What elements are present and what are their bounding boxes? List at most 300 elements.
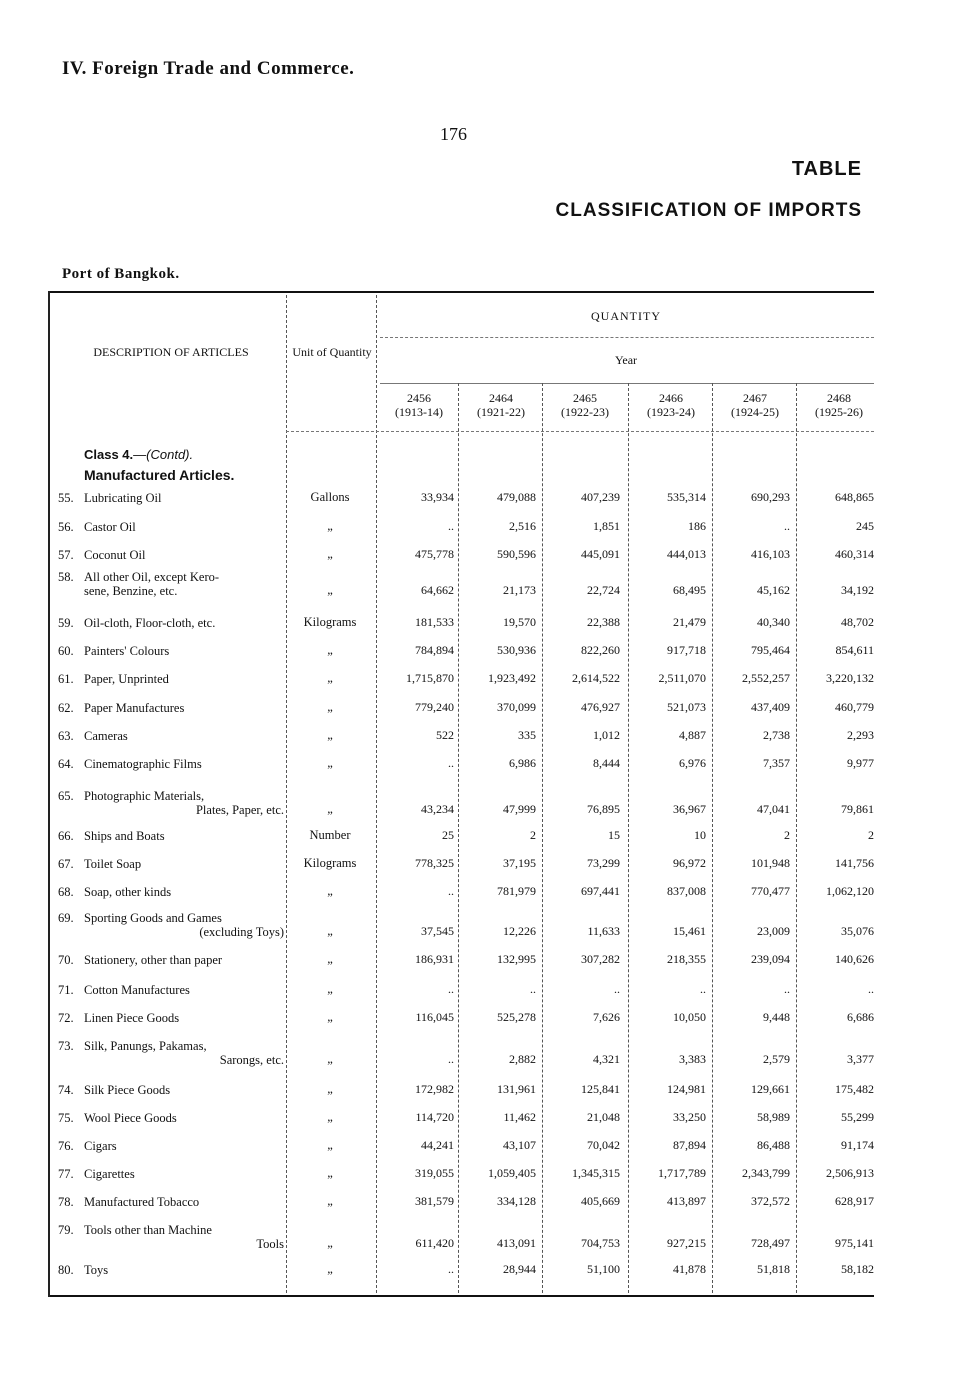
row-value: 3,220,132	[826, 671, 874, 685]
table-row	[48, 1073, 874, 1101]
row-value: 10	[694, 828, 706, 842]
row-value: 51,818	[757, 1262, 790, 1276]
row-value: 475,778	[415, 547, 454, 561]
row-description-line: Linen Piece Goods	[84, 1011, 180, 1025]
row-unit: „	[327, 671, 333, 685]
row-value: 917,718	[667, 643, 706, 657]
row-number: 62.	[58, 701, 74, 715]
row-number: 69.	[58, 911, 74, 925]
row-value: 141,756	[835, 856, 874, 870]
row-value: 131,961	[497, 1082, 536, 1096]
table-bottom-rule	[48, 1295, 874, 1297]
row-value: ..	[868, 982, 874, 996]
row-value: 6,986	[509, 756, 536, 770]
row-value: 3,383	[679, 1052, 706, 1066]
row-unit: „	[327, 952, 333, 966]
row-value: 79,861	[841, 802, 874, 816]
row-description	[58, 1167, 288, 1181]
row-value: 55,299	[841, 1110, 874, 1124]
row-value: ..	[448, 1052, 454, 1066]
table-row	[48, 538, 874, 566]
header-bottom-rule	[286, 431, 874, 432]
row-value: 48,702	[841, 615, 874, 629]
row-unit: „	[327, 547, 333, 561]
row-unit: Number	[309, 828, 351, 842]
year-be: 2464	[489, 391, 513, 405]
row-number: 70.	[58, 953, 74, 967]
row-value: 245	[856, 519, 874, 533]
table-row	[48, 847, 874, 875]
row-value: 2,293	[847, 728, 874, 742]
row-value: 2,343,799	[742, 1166, 790, 1180]
row-description-line: All other Oil, except Kero-	[84, 570, 220, 584]
row-value: 125,841	[581, 1082, 620, 1096]
row-description-line: Cotton Manufactures	[84, 983, 190, 997]
year-be: 2465	[573, 391, 597, 405]
row-value: 70,042	[587, 1138, 620, 1152]
table-row	[48, 747, 874, 775]
row-value: 476,927	[581, 700, 620, 714]
row-description	[58, 644, 288, 658]
year-be: 2467	[743, 391, 767, 405]
row-value: 611,420	[415, 1236, 454, 1250]
row-description-line: (excluding Toys)	[199, 925, 284, 939]
row-description	[58, 570, 288, 598]
row-value: 334,128	[497, 1194, 536, 1208]
row-number: 75.	[58, 1111, 74, 1125]
year-ce: (1913-14)	[395, 405, 443, 419]
row-description	[58, 672, 288, 686]
row-value: 8,444	[593, 756, 620, 770]
row-value: 319,055	[415, 1166, 454, 1180]
row-value: 10,050	[673, 1010, 706, 1024]
row-value: 124,981	[667, 1082, 706, 1096]
class-subtitle: Manufactured Articles.	[84, 467, 235, 483]
row-unit: „	[327, 1082, 333, 1096]
row-value: 15	[608, 828, 620, 842]
year-ce: (1924-25)	[731, 405, 779, 419]
row-value: 1,715,870	[406, 671, 454, 685]
row-value: 114,720	[415, 1110, 454, 1124]
row-value: 779,240	[415, 700, 454, 714]
row-value: 2	[784, 828, 790, 842]
row-value: 2,516	[509, 519, 536, 533]
row-value: 1,012	[593, 728, 620, 742]
year-column-divider	[628, 383, 629, 1293]
row-value: 1,923,492	[488, 671, 536, 685]
row-description	[58, 1083, 288, 1097]
row-value: 1,851	[593, 519, 620, 533]
row-value: 535,314	[667, 490, 706, 504]
row-unit: Gallons	[310, 490, 350, 504]
row-number: 65.	[58, 789, 74, 803]
row-value: 91,174	[841, 1138, 874, 1152]
year-column-divider	[542, 383, 543, 1293]
row-value: 186	[688, 519, 706, 533]
row-value: 2,738	[763, 728, 790, 742]
table-row	[48, 1185, 874, 1213]
row-value: 2,614,522	[572, 671, 620, 685]
page-number: 176	[440, 124, 467, 144]
row-number: 61.	[58, 672, 74, 686]
row-value: 11,633	[587, 924, 620, 938]
row-unit: „	[327, 1052, 333, 1066]
row-number: 64.	[58, 757, 74, 771]
row-number: 58.	[58, 570, 74, 584]
row-value: 40,340	[757, 615, 790, 629]
row-value: 413,897	[667, 1194, 706, 1208]
row-value: 21,048	[587, 1110, 620, 1124]
year-column-header	[798, 391, 880, 419]
row-value: 822,260	[581, 643, 620, 657]
row-value: 172,982	[415, 1082, 454, 1096]
year-be: 2466	[659, 391, 683, 405]
row-value: 21,173	[503, 583, 536, 597]
row-description	[58, 1263, 288, 1277]
row-description-line: Silk Piece Goods	[84, 1083, 171, 1097]
row-value: 58,989	[757, 1110, 790, 1124]
row-value: 437,409	[751, 700, 790, 714]
row-value: ..	[700, 982, 706, 996]
row-value: 1,345,315	[572, 1166, 620, 1180]
row-number: 80.	[58, 1263, 74, 1277]
row-value: 2,552,257	[742, 671, 790, 685]
row-description-line: Oil-cloth, Floor-cloth, etc.	[84, 616, 216, 630]
row-number: 59.	[58, 616, 74, 630]
row-description-line: Tools other than Machine	[84, 1223, 212, 1237]
row-unit: „	[327, 1194, 333, 1208]
year-column-header	[460, 391, 542, 419]
year-ce: (1921-22)	[477, 405, 525, 419]
row-value: ..	[784, 982, 790, 996]
row-description-line: Toys	[84, 1263, 109, 1277]
year-column-divider	[458, 383, 459, 1293]
row-unit: „	[327, 1138, 333, 1152]
row-number: 66.	[58, 829, 74, 843]
row-value: 64,662	[421, 583, 454, 597]
row-unit: „	[327, 802, 333, 816]
row-description	[58, 1139, 288, 1153]
row-number: 57.	[58, 548, 74, 562]
row-value: ..	[448, 982, 454, 996]
row-value: 479,088	[497, 490, 536, 504]
row-value: ..	[530, 982, 536, 996]
row-value: 23,009	[757, 924, 790, 938]
section-title: IV. Foreign Trade and Commerce.	[62, 58, 355, 79]
row-value: 58,182	[841, 1262, 874, 1276]
unit-header: Unit of Quantity	[292, 345, 372, 359]
row-value: 51,100	[587, 1262, 620, 1276]
year-column-header	[544, 391, 626, 419]
row-description	[58, 1011, 288, 1025]
row-description-line: sene, Benzine, etc.	[84, 584, 178, 598]
table-row	[48, 606, 874, 634]
row-value: 2,579	[763, 1052, 790, 1066]
row-value: 445,091	[581, 547, 620, 561]
row-description	[58, 520, 288, 534]
row-number: 67.	[58, 857, 74, 871]
row-value: ..	[448, 1262, 454, 1276]
row-value: 181,533	[415, 615, 454, 629]
row-number: 68.	[58, 885, 74, 899]
row-description	[58, 1195, 288, 1209]
row-value: 2,882	[509, 1052, 536, 1066]
row-number: 71.	[58, 983, 74, 997]
year-column-header	[630, 391, 712, 419]
quantity-rule	[380, 337, 874, 338]
row-value: 96,972	[673, 856, 706, 870]
row-value: 460,314	[835, 547, 874, 561]
row-value: 47,999	[503, 802, 536, 816]
row-value: 648,865	[835, 490, 874, 504]
row-description	[58, 1111, 288, 1125]
description-header: DESCRIPTION OF ARTICLES	[93, 345, 249, 359]
row-number: 56.	[58, 520, 74, 534]
row-description-line: Silk, Panungs, Pakamas,	[84, 1039, 207, 1053]
row-value: 628,917	[835, 1194, 874, 1208]
row-value: 405,669	[581, 1194, 620, 1208]
row-value: 1,062,120	[826, 884, 874, 898]
row-description-line: Wool Piece Goods	[84, 1111, 177, 1125]
table-row	[48, 634, 874, 662]
row-value: 37,195	[503, 856, 536, 870]
row-value: 218,355	[667, 952, 706, 966]
row-unit: „	[327, 1110, 333, 1124]
row-value: 413,091	[497, 1236, 536, 1250]
row-value: 6,976	[679, 756, 706, 770]
row-value: 43,107	[503, 1138, 536, 1152]
row-description-line: Cinematographic Films	[84, 757, 202, 771]
row-value: 697,441	[581, 884, 620, 898]
row-value: 530,936	[497, 643, 536, 657]
row-value: ..	[614, 982, 620, 996]
row-value: 307,282	[581, 952, 620, 966]
row-description	[58, 911, 288, 939]
row-value: 9,448	[763, 1010, 790, 1024]
quantity-header: QUANTITY	[591, 309, 661, 323]
row-value: 522	[436, 728, 454, 742]
row-value: 175,482	[835, 1082, 874, 1096]
year-ce: (1922-23)	[561, 405, 609, 419]
table-row	[48, 691, 874, 719]
row-value: 129,661	[751, 1082, 790, 1096]
row-number: 63.	[58, 729, 74, 743]
row-description	[58, 757, 288, 771]
row-description	[58, 1039, 288, 1067]
row-description-line: Coconut Oil	[84, 548, 146, 562]
row-number: 55.	[58, 491, 74, 505]
table-row	[48, 1039, 874, 1071]
table-row	[48, 662, 874, 690]
row-value: 34,192	[841, 583, 874, 597]
row-description-line: Sporting Goods and Games	[84, 911, 222, 925]
row-unit: „	[327, 884, 333, 898]
row-unit: Kilograms	[303, 856, 357, 870]
row-value: 86,488	[757, 1138, 790, 1152]
row-value: 4,321	[593, 1052, 620, 1066]
row-description-line: Toilet Soap	[84, 857, 142, 871]
row-value: 927,215	[667, 1236, 706, 1250]
row-number: 72.	[58, 1011, 74, 1025]
row-value: 335	[518, 728, 536, 742]
row-value: 186,931	[415, 952, 454, 966]
row-value: 239,094	[751, 952, 790, 966]
row-unit: „	[327, 583, 333, 597]
row-unit: „	[327, 924, 333, 938]
row-value: 704,753	[581, 1236, 620, 1250]
row-value: 590,596	[497, 547, 536, 561]
row-value: 784,894	[415, 643, 454, 657]
year-column-header	[714, 391, 796, 419]
table-row	[48, 1223, 874, 1255]
row-value: 521,073	[667, 700, 706, 714]
row-description	[58, 548, 288, 562]
row-description	[58, 729, 288, 743]
row-value: 781,979	[497, 884, 536, 898]
row-description-line: Photographic Materials,	[84, 789, 205, 803]
row-value: 76,895	[587, 802, 620, 816]
row-value: 35,076	[841, 924, 874, 938]
row-description	[58, 1223, 288, 1251]
row-description	[58, 885, 288, 899]
table-row	[48, 719, 874, 747]
row-number: 74.	[58, 1083, 74, 1097]
row-description-line: Painters' Colours	[84, 644, 170, 658]
row-description	[58, 857, 288, 871]
row-value: 2	[530, 828, 536, 842]
row-description-line: Stationery, other than paper	[84, 953, 223, 967]
row-value: 690,293	[751, 490, 790, 504]
class-heading	[84, 447, 193, 462]
row-description-line: Paper Manufactures	[84, 701, 185, 715]
row-value: 444,013	[667, 547, 706, 561]
row-description-line: Sarongs, etc.	[219, 1053, 284, 1067]
row-value: 28,944	[503, 1262, 536, 1276]
row-value: ..	[448, 519, 454, 533]
table-top-rule	[48, 291, 874, 293]
row-value: 525,278	[497, 1010, 536, 1024]
row-unit: „	[327, 1010, 333, 1024]
row-description	[58, 616, 288, 630]
row-unit: „	[327, 1236, 333, 1250]
row-value: 22,724	[587, 583, 620, 597]
table-row	[48, 1253, 874, 1281]
table-row	[48, 1001, 874, 1029]
row-description-line: Lubricating Oil	[84, 491, 162, 505]
class-label: Class 4.	[84, 447, 134, 462]
row-value: 381,579	[415, 1194, 454, 1208]
row-value: 12,226	[503, 924, 536, 938]
row-value: 7,626	[593, 1010, 620, 1024]
row-description-line: Cigarettes	[84, 1167, 135, 1181]
row-description-line: Soap, other kinds	[84, 885, 172, 899]
row-value: 44,241	[421, 1138, 454, 1152]
row-unit: „	[327, 982, 333, 996]
row-value: 140,626	[835, 952, 874, 966]
row-description-line: Plates, Paper, etc.	[195, 803, 284, 817]
row-value: 19,570	[503, 615, 536, 629]
table-row	[48, 943, 874, 971]
row-value: 407,239	[581, 490, 620, 504]
table-row	[48, 911, 874, 943]
row-value: 975,141	[835, 1236, 874, 1250]
row-description-line: Paper, Unprinted	[84, 672, 169, 686]
row-value: 33,934	[421, 490, 454, 504]
row-value: 460,779	[835, 700, 874, 714]
row-description	[58, 701, 288, 715]
row-description	[58, 789, 288, 817]
year-column-header	[378, 391, 460, 419]
row-value: 416,103	[751, 547, 790, 561]
row-value: 778,325	[415, 856, 454, 870]
row-value: 87,894	[673, 1138, 706, 1152]
row-description	[58, 983, 288, 997]
port-label: Port of Bangkok.	[62, 266, 180, 282]
row-value: 25	[442, 828, 454, 842]
row-value: 43,234	[421, 802, 454, 816]
table-row	[48, 973, 874, 1001]
table-row	[48, 789, 874, 821]
row-value: 3,377	[847, 1052, 874, 1066]
row-value: 37,545	[421, 924, 454, 938]
row-description-line: Cigars	[84, 1139, 117, 1153]
row-value: 2,506,913	[826, 1166, 874, 1180]
row-value: 73,299	[587, 856, 620, 870]
row-unit: „	[327, 643, 333, 657]
row-number: 73.	[58, 1039, 74, 1053]
row-value: 45,162	[757, 583, 790, 597]
row-unit: „	[327, 728, 333, 742]
row-value: 2	[868, 828, 874, 842]
row-value: 21,479	[673, 615, 706, 629]
table-label: TABLE	[791, 158, 862, 180]
row-description	[58, 953, 288, 967]
row-description-line: Tools	[256, 1237, 284, 1251]
row-value: ..	[784, 519, 790, 533]
table-title: CLASSIFICATION OF IMPORTS	[555, 200, 862, 221]
row-value: 2,511,070	[658, 671, 706, 685]
year-column-divider	[712, 383, 713, 1293]
year-be: 2456	[407, 391, 431, 405]
row-value: 116,045	[415, 1010, 454, 1024]
row-value: 795,464	[751, 643, 790, 657]
row-unit: „	[327, 1166, 333, 1180]
row-value: 101,948	[751, 856, 790, 870]
row-value: 370,099	[497, 700, 536, 714]
row-description-line: Cameras	[84, 729, 128, 743]
row-description-line: Manufactured Tobacco	[84, 1195, 200, 1209]
row-value: 4,887	[679, 728, 706, 742]
row-value: 22,388	[587, 615, 620, 629]
row-value: 770,477	[751, 884, 790, 898]
row-value: 41,878	[673, 1262, 706, 1276]
year-column-divider	[796, 383, 797, 1293]
row-number: 78.	[58, 1195, 74, 1209]
row-value: 6,686	[847, 1010, 874, 1024]
row-value: 837,008	[667, 884, 706, 898]
row-value: 1,717,789	[658, 1166, 706, 1180]
row-description	[58, 829, 288, 843]
row-value: 33,250	[673, 1110, 706, 1124]
row-value: 854,611	[835, 643, 874, 657]
year-be: 2468	[827, 391, 851, 405]
row-unit: „	[327, 519, 333, 533]
row-unit: „	[327, 1262, 333, 1276]
table-row	[48, 510, 874, 538]
table-row	[48, 1157, 874, 1185]
year-ce: (1925-26)	[815, 405, 863, 419]
row-value: 132,995	[497, 952, 536, 966]
